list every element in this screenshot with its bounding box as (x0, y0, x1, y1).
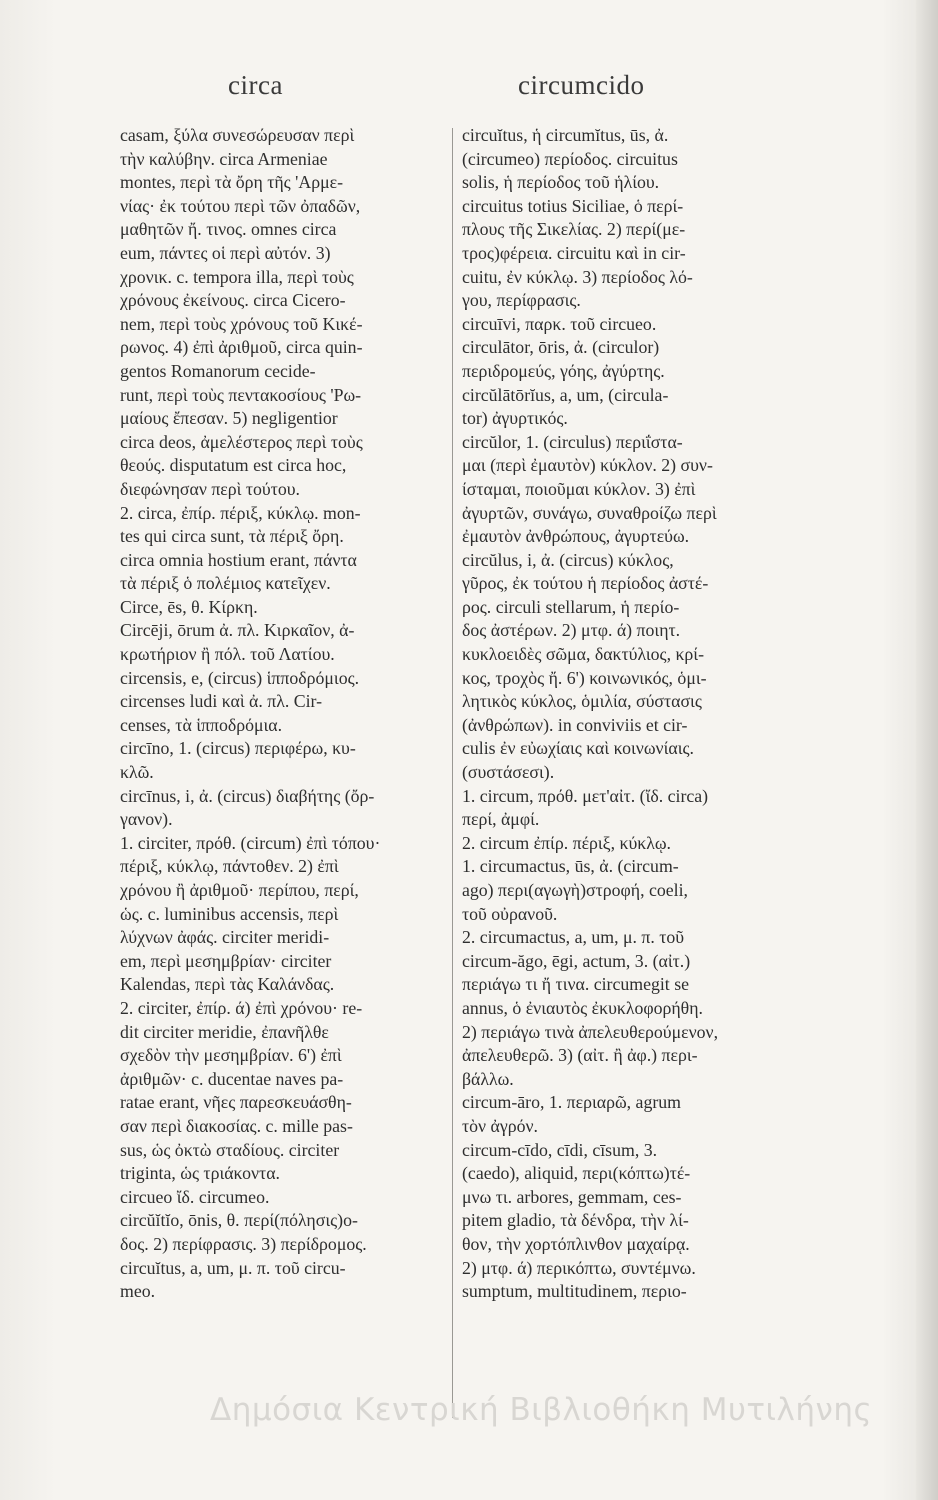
entry-line: circŭlus, i, ἀ. (circus) κύκλος, (462, 549, 674, 570)
entry-line: κυκλοειδὲς σῶμα, δακτύλιος, κρί- (462, 644, 705, 665)
entry-line: τὰ πέριξ ὁ πολέμιος κατεῖχεν. (120, 573, 331, 594)
entry-line: runt, περὶ τοὺς πεντακοσίους 'Ρω- (120, 384, 362, 405)
entry-line: 2) περιάγω τινὰ ἀπελευθερούμενον, (462, 1021, 719, 1042)
entry-line: Kalendas, περὶ τὰς Καλάνδας. (120, 974, 335, 995)
entry-line: γανον). (120, 809, 173, 830)
entry-line: ίσταμαι, ποιοῦμαι κύκλον. 3) ἐπὶ (462, 478, 696, 499)
entry-line: πλους τῆς Σικελίας. 2) περί(με- (462, 219, 686, 240)
entry-line: circuīvi, παρκ. τοῦ circueo. (462, 313, 657, 334)
entry-line: κλῶ. (120, 762, 154, 783)
header-right-word: circumcido (518, 70, 645, 100)
entry-line: ρωνος. 4) ἐπὶ ἀριθμοῦ, circa quin- (120, 337, 363, 358)
entry-line: circŭlor, 1. (circulus) περιΐστα- (462, 431, 683, 452)
entry-line: σχεδὸν τὴν μεσημβρίαν. 6') ἐπὶ (120, 1045, 342, 1066)
entry-line: λύχνων ἀφάς. circiter meridi- (120, 927, 330, 948)
entry-line: dit circiter meridie, ἐπανῆλθε (120, 1021, 329, 1042)
entry-line: 2. circum ἐπίρ. πέριξ, κύκλῳ. (462, 832, 671, 853)
entry-line: κρωτήριον ἢ πόλ. τοῦ Λατίου. (120, 644, 335, 665)
entry-line: sumptum, multitudinem, περιο- (462, 1281, 687, 1302)
entry-line: περιάγω τι ἤ τινα. circumegit se (462, 974, 690, 995)
entry-line: cuitu, ἐν κύκλῳ. 3) περίοδος λό- (462, 266, 693, 287)
entry-line: circum-āro, 1. περιαρῶ, agrum (462, 1092, 681, 1113)
entry-line: μνω τι. arbores, gemmam, ces- (462, 1186, 682, 1207)
entry-line: circulātor, ōris, ἀ. (circulor) (462, 337, 660, 358)
entry-line: ratae erant, νῆες παρεσκευάσθη- (120, 1092, 352, 1113)
entry-line: montes, περὶ τὰ ὄρη τῆς 'Αρμε- (120, 172, 343, 193)
entry-line: ἀπελευθερῶ. 3) (αἰτ. ἢ ἀφ.) περι- (462, 1045, 698, 1066)
entry-line: δος. 2) περίφρασις. 3) περίδρομος. (120, 1233, 367, 1254)
entry-line: βάλλω. (462, 1068, 514, 1089)
entry-line: δος ἀστέρων. 2) μτφ. ά) ποιητ. (462, 620, 681, 641)
entry-line: 1. circumactus, ūs, ἀ. (circum- (462, 856, 679, 877)
entry-line: (συστάσεσι). (462, 762, 555, 783)
entry-line: διεφώνησαν περὶ τούτου. (120, 478, 300, 499)
left-column (120, 124, 444, 1304)
entry-line: 2) μτφ. ά) περικόπτω, συντέμνω. (462, 1257, 696, 1278)
entry-line: τοῦ οὐρανοῦ. (462, 903, 558, 924)
entry-line: circueo ἴδ. circumeo. (120, 1186, 270, 1207)
entry-line: 1. circum, πρόθ. μετ'αἰτ. (ἴδ. circa) (462, 785, 709, 806)
entry-line: ὡς. c. luminibus accensis, περὶ (120, 903, 339, 924)
right-column (462, 124, 814, 1304)
entry-line: circenses ludi καὶ ἀ. πλ. Cir- (120, 691, 323, 712)
entry-line: τὴν καλύβην. circa Armeniae (120, 148, 328, 169)
entry-line: circuitus totius Siciliae, ὁ περί- (462, 195, 684, 216)
entry-line: circīnus, i, ἀ. (circus) διαβήτης (ὄρ- (120, 785, 375, 806)
page-edge (916, 0, 938, 1500)
entry-line: circum-cīdo, cīdi, cīsum, 3. (462, 1139, 658, 1160)
entry-line: circuĭtus, ἡ circumĭtus, ūs, ἀ. (462, 125, 669, 145)
entry-line: χρόνου ἢ ἀριθμοῦ· περίπου, περί, (120, 880, 359, 900)
entry-line: περιδρομεύς, γόης, ἀγύρτης. (462, 360, 665, 381)
entry-line: περί, ἀμφί. (462, 809, 540, 830)
entry-line: 2. circa, ἐπίρ. πέριξ, κύκλῳ. mon- (120, 502, 361, 523)
entry-line: eum, πάντες οἱ περὶ αὐτόν. 3) (120, 242, 331, 263)
entry-line: sus, ὡς ὀκτὼ σταδίους. circiter (120, 1139, 340, 1160)
entry-line: (ἀνθρώπων). in conviviis et cir- (462, 714, 688, 735)
entry-line: annus, ὁ ἐνιαυτὸς ἐκυκλοφορήθη. (462, 997, 703, 1018)
page-header (0, 70, 938, 110)
entry-line: tor) ἀγυρτικός. (462, 408, 568, 429)
entry-line: πέριξ, κύκλῳ, πάντοθεν. 2) ἐπὶ (120, 856, 339, 877)
entry-line: tes qui circa sunt, τὰ πέριξ ὄρη. (120, 526, 344, 547)
entry-line: κος, τροχὸς ἤ. 6') κοινωνικός, ὁμι- (462, 667, 707, 688)
entry-line: γου, περίφρασις. (462, 290, 581, 311)
entry-line: (circumeo) περίοδος. circuitus (462, 148, 678, 169)
entry-line: νίας· ἐκ τούτου περὶ τῶν ὀπαδῶν, (120, 195, 361, 216)
library-watermark: Δημόσια Κεντρική Βιβλιοθήκη Μυτιλήνης (210, 1392, 873, 1428)
entry-line: Circe, ēs, θ. Κίρκη. (120, 596, 258, 617)
entry-line: ἐμαυτὸν ἀνθρώπους, ἀγυρτεύω. (462, 526, 690, 547)
entry-line: τρος)φέρεια. circuitu καὶ in cir- (462, 242, 686, 263)
entry-line: ἀγυρτῶν, συνάγω, συναθροίζω περὶ (462, 502, 717, 523)
entry-line: ago) περι(αγωγὴ)στροφή, coeli, (462, 880, 688, 900)
entry-line: 1. circiter, πρόθ. (circum) ἐπὶ τόπου· (120, 832, 381, 853)
entry-line: circum-ăgo, ēgi, actum, 3. (αἰτ.) (462, 950, 691, 971)
entry-line: circīno, 1. (circus) περιφέρω, κυ- (120, 738, 356, 759)
entry-line: culis ἐν εὐωχίαις καὶ κοινωνίαις. (462, 738, 694, 759)
entry-line: circa deos, ἀμελέστερος περὶ τοὺς (120, 431, 363, 452)
entry-line: casam, ξύλα συνεσώρευσαν περὶ (120, 125, 355, 145)
entry-line: χρονικ. c. tempora illa, περὶ τοὺς (120, 266, 354, 287)
entry-line: θον, τὴν χορτόπλινθον μαχαίρᾳ. (462, 1233, 690, 1254)
header-left-word: circa (228, 70, 283, 100)
entry-line: ἀριθμῶν· c. ducentae naves pa- (120, 1068, 344, 1089)
entry-line: θεούς. disputatum est circa hoc, (120, 455, 347, 476)
entry-line: circŭlātōrĭus, a, um, (circula- (462, 384, 669, 405)
entry-line: μαι (περὶ ἐμαυτὸν) κύκλον. 2) συν- (462, 455, 713, 476)
entry-line: ρος. circuli stellarum, ἡ περίο- (462, 596, 680, 617)
entry-line: γῦρος, ἐκ τούτου ἡ περίοδος ἀστέ- (462, 573, 709, 594)
entry-line: gentos Romanorum cecide- (120, 360, 316, 381)
entry-line: circa omnia hostium erant, πάντα (120, 549, 357, 570)
entry-line: σαν περὶ διακοσίας. c. mille pas- (120, 1115, 353, 1136)
entry-line: (caedo), aliquid, περι(κόπτω)τέ- (462, 1163, 691, 1184)
entry-line: em, περὶ μεσημβρίαν· circiter (120, 950, 332, 971)
entry-line: pitem gladio, τὰ δένδρα, τὴν λί- (462, 1210, 689, 1231)
entry-line: solis, ἡ περίοδος τοῦ ἡλίου. (462, 172, 660, 193)
entry-line: circŭĭtĭo, ōnis, θ. περί(πόλησις)ο- (120, 1210, 358, 1231)
entry-line: χρόνους ἐκείνους. circa Cicero- (120, 290, 346, 311)
entry-line: circensis, e, (circus) ἱπποδρόμιος. (120, 667, 360, 688)
entry-line: circuĭtus, a, um, μ. π. τοῦ circu- (120, 1257, 346, 1278)
entry-line: λητικὸς κύκλος, ὁμιλία, σύστασις (462, 691, 702, 712)
entry-line: Circēji, ōrum ἀ. πλ. Κιρκαῖον, ἀ- (120, 620, 355, 641)
entry-line: censes, τὰ ἱπποδρόμια. (120, 714, 283, 735)
entry-line: τὸν ἀγρόν. (462, 1115, 538, 1136)
entry-line: 2. circumactus, a, um, μ. π. τοῦ (462, 927, 685, 948)
entry-line: triginta, ὡς τριάκοντα. (120, 1163, 280, 1184)
entry-line: nem, περὶ τοὺς χρόνους τοῦ Κικέ- (120, 313, 363, 334)
entry-line: μαθητῶν ἤ. τινος. omnes circa (120, 219, 337, 240)
entry-line: μαίους ἔπεσαν. 5) negligentior (120, 408, 338, 429)
entry-line: meo. (120, 1281, 156, 1302)
entry-line: 2. circiter, ἐπίρ. ά) ἐπὶ χρόνου· re- (120, 997, 363, 1018)
column-divider (452, 128, 453, 1418)
